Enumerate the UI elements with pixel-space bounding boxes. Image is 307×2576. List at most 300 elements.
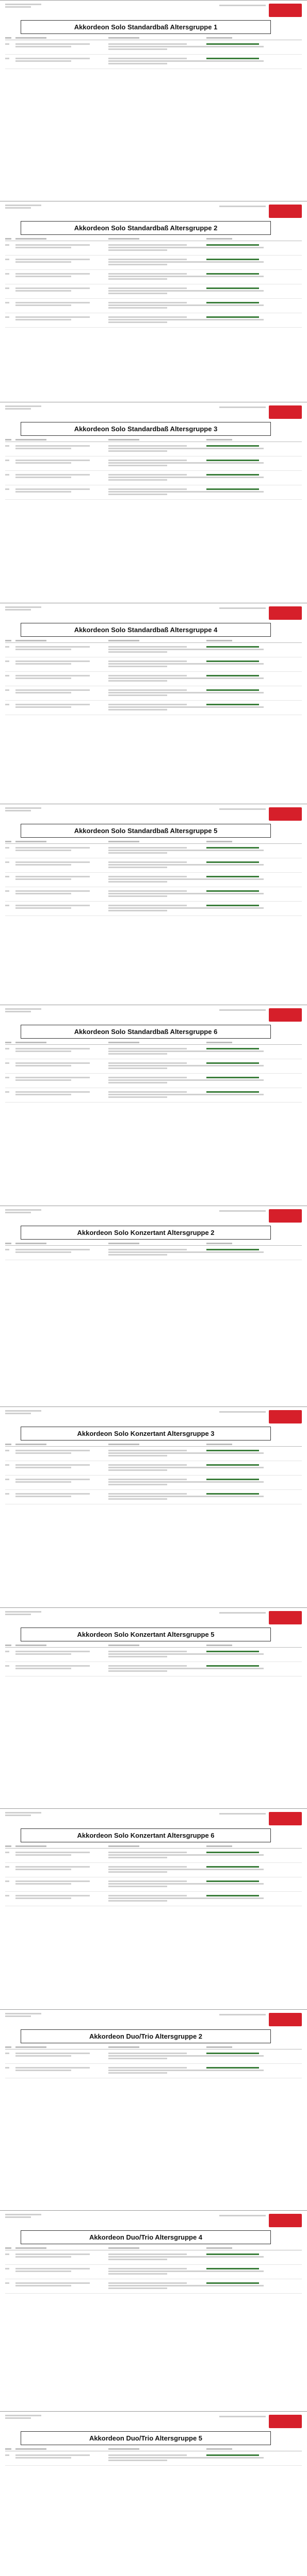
sheet-header — [5, 1410, 302, 1423]
participant-cell — [15, 1492, 108, 1501]
col-4-header — [206, 1645, 232, 1646]
rank — [5, 846, 15, 855]
col-1-header — [5, 640, 11, 641]
col-2-header — [15, 841, 46, 842]
rank — [5, 1449, 15, 1458]
sheet-header-left — [5, 606, 41, 611]
program-cell — [108, 674, 206, 683]
result-row — [5, 873, 302, 887]
sheet-header-right — [219, 1008, 302, 1022]
col-1-header — [5, 1243, 11, 1244]
rating-cell — [206, 444, 302, 453]
sheet-header-right — [219, 2415, 302, 2428]
program-cell — [108, 2267, 206, 2276]
result-row — [5, 2451, 302, 2466]
brand-logo — [269, 606, 302, 620]
col-2-header — [15, 1645, 46, 1646]
result-row — [5, 2279, 302, 2294]
rating-cell — [206, 258, 302, 266]
result-row — [5, 672, 302, 686]
result-row — [5, 844, 302, 858]
result-row — [5, 1892, 302, 1906]
rank — [5, 2066, 15, 2075]
participant-cell — [15, 674, 108, 683]
result-row — [5, 2049, 302, 2064]
col-2-header — [15, 1243, 46, 1244]
result-sheet — [0, 2210, 307, 2411]
rank — [5, 1090, 15, 1099]
rank — [5, 1664, 15, 1673]
program-cell — [108, 1478, 206, 1486]
sheet-header — [5, 1008, 302, 1022]
brand-logo — [269, 405, 302, 419]
rating-cell — [206, 659, 302, 668]
category-title: Akkordeon Solo Standardbaß Altersgruppe 6 — [21, 1025, 271, 1039]
rating-cell — [206, 875, 302, 884]
rating-cell — [206, 1047, 302, 1056]
rating-cell — [206, 860, 302, 869]
program-cell — [108, 2066, 206, 2075]
rank — [5, 904, 15, 912]
col-1-header — [5, 1645, 11, 1646]
rating-cell — [206, 1664, 302, 1673]
result-row — [5, 256, 302, 270]
result-row — [5, 270, 302, 284]
participant-cell — [15, 1061, 108, 1070]
category-title: Akkordeon Duo/Trio Altersgruppe 4 — [21, 2230, 271, 2244]
rating-cell — [206, 315, 302, 324]
result-row — [5, 657, 302, 672]
rank — [5, 1894, 15, 1903]
rating-cell — [206, 1650, 302, 1658]
result-row — [5, 456, 302, 471]
result-row — [5, 485, 302, 500]
rank — [5, 258, 15, 266]
sheet-header-left — [5, 1209, 41, 1213]
rank — [5, 1851, 15, 1859]
participant-cell — [15, 487, 108, 496]
program-cell — [108, 1061, 206, 1070]
col-3-header — [108, 37, 139, 39]
col-1-header — [5, 439, 11, 440]
col-4-header — [206, 841, 232, 842]
result-row — [5, 471, 302, 485]
brand-logo — [269, 1008, 302, 1022]
participant-cell — [15, 1851, 108, 1859]
result-row — [5, 1662, 302, 1676]
col-3-header — [108, 439, 139, 440]
sheet-header-left — [5, 4, 41, 8]
sheet-header-right — [219, 1410, 302, 1423]
program-cell — [108, 1879, 206, 1888]
result-row — [5, 1849, 302, 1863]
program-cell — [108, 645, 206, 654]
col-4-header — [206, 37, 232, 39]
program-cell — [108, 1865, 206, 1874]
rating-cell — [206, 688, 302, 697]
col-4-header — [206, 1243, 232, 1244]
participant-cell — [15, 1047, 108, 1056]
program-cell — [108, 1894, 206, 1903]
rank — [5, 688, 15, 697]
rating-cell — [206, 1076, 302, 1084]
col-3-header — [108, 1243, 139, 1244]
rank — [5, 889, 15, 898]
participant-cell — [15, 659, 108, 668]
rank — [5, 2052, 15, 2060]
sheet-header — [5, 606, 302, 620]
rank — [5, 1865, 15, 1874]
col-2-header — [15, 37, 46, 39]
result-row — [5, 902, 302, 916]
sheet-header — [5, 2214, 302, 2227]
rating-cell — [206, 703, 302, 711]
category-title: Akkordeon Solo Standardbaß Altersgruppe 5 — [21, 824, 271, 838]
sheet-header — [5, 2013, 302, 2026]
rating-cell — [206, 1248, 302, 1257]
result-row — [5, 1045, 302, 1059]
col-4-header — [206, 1444, 232, 1445]
category-title: Akkordeon Solo Konzertant Altersgruppe 3 — [21, 1427, 271, 1440]
result-sheet — [0, 804, 307, 1005]
col-4-header — [206, 238, 232, 240]
result-sheet — [0, 1406, 307, 1607]
rating-cell — [206, 459, 302, 467]
program-cell — [108, 2453, 206, 2462]
program-cell — [108, 286, 206, 295]
program-cell — [108, 904, 206, 912]
sheet-header — [5, 1209, 302, 1223]
program-cell — [108, 875, 206, 884]
col-2-header — [15, 2448, 46, 2450]
rating-cell — [206, 57, 302, 65]
rank — [5, 2252, 15, 2261]
result-row — [5, 299, 302, 313]
result-row — [5, 1088, 302, 1103]
brand-logo — [269, 1410, 302, 1423]
col-2-header — [15, 2247, 46, 2249]
result-sheet — [0, 0, 307, 201]
participant-cell — [15, 2453, 108, 2462]
program-cell — [108, 2281, 206, 2290]
participant-cell — [15, 688, 108, 697]
rating-cell — [206, 889, 302, 898]
rank — [5, 1248, 15, 1257]
result-sheet — [0, 201, 307, 402]
rating-cell — [206, 301, 302, 310]
participant-cell — [15, 1650, 108, 1658]
category-title: Akkordeon Solo Konzertant Altersgruppe 6 — [21, 1828, 271, 1842]
col-2-header — [15, 1042, 46, 1043]
rating-cell — [206, 2052, 302, 2060]
result-row — [5, 1074, 302, 1088]
rating-cell — [206, 1449, 302, 1458]
result-row — [5, 1863, 302, 1877]
result-row — [5, 1490, 302, 1504]
program-cell — [108, 42, 206, 51]
rank — [5, 1463, 15, 1472]
rating-cell — [206, 1061, 302, 1070]
result-row — [5, 1059, 302, 1074]
rating-cell — [206, 904, 302, 912]
rank — [5, 1478, 15, 1486]
result-sheet — [0, 2411, 307, 2576]
rating-cell — [206, 2281, 302, 2290]
participant-cell — [15, 272, 108, 281]
col-3-header — [108, 841, 139, 842]
participant-cell — [15, 645, 108, 654]
col-1-header — [5, 1042, 11, 1043]
col-3-header — [108, 2448, 139, 2450]
result-sheet — [0, 1607, 307, 1808]
program-cell — [108, 1664, 206, 1673]
participant-cell — [15, 703, 108, 711]
sheet-header — [5, 205, 302, 218]
participant-cell — [15, 315, 108, 324]
result-row — [5, 40, 302, 55]
rank — [5, 659, 15, 668]
rank — [5, 42, 15, 51]
rank — [5, 1492, 15, 1501]
sheet-header — [5, 2415, 302, 2428]
participant-cell — [15, 243, 108, 252]
result-row — [5, 55, 302, 69]
col-2-header — [15, 439, 46, 440]
category-title: Akkordeon Solo Standardbaß Altersgruppe 1 — [21, 20, 271, 34]
rank — [5, 487, 15, 496]
program-cell — [108, 1492, 206, 1501]
program-cell — [108, 1449, 206, 1458]
sheet-header-left — [5, 1008, 41, 1012]
sheet-header — [5, 1611, 302, 1624]
rank — [5, 1061, 15, 1070]
col-1-header — [5, 841, 11, 842]
category-title: Akkordeon Solo Standardbaß Altersgruppe 2 — [21, 221, 271, 235]
result-sheet — [0, 603, 307, 804]
sheet-header-left — [5, 2214, 41, 2218]
program-cell — [108, 860, 206, 869]
participant-cell — [15, 444, 108, 453]
sheet-header-right — [219, 2013, 302, 2026]
participant-cell — [15, 2252, 108, 2261]
participant-cell — [15, 2052, 108, 2060]
sheet-header-left — [5, 2415, 41, 2419]
sheet-header-left — [5, 2013, 41, 2017]
participant-cell — [15, 875, 108, 884]
brand-logo — [269, 1209, 302, 1223]
rank — [5, 860, 15, 869]
participant-cell — [15, 1090, 108, 1099]
result-row — [5, 887, 302, 902]
participant-cell — [15, 1076, 108, 1084]
result-row — [5, 1461, 302, 1476]
rating-cell — [206, 2453, 302, 2462]
program-cell — [108, 1650, 206, 1658]
participant-cell — [15, 1865, 108, 1874]
program-cell — [108, 444, 206, 453]
col-1-header — [5, 2247, 11, 2249]
rating-cell — [206, 1851, 302, 1859]
result-row — [5, 643, 302, 657]
participant-cell — [15, 846, 108, 855]
sheet-header-right — [219, 4, 302, 17]
col-2-header — [15, 1444, 46, 1445]
result-sheet — [0, 1808, 307, 2009]
col-2-header — [15, 2046, 46, 2048]
program-cell — [108, 1463, 206, 1472]
col-3-header — [108, 1444, 139, 1445]
col-3-header — [108, 238, 139, 240]
sheet-header-right — [219, 2214, 302, 2227]
program-cell — [108, 889, 206, 898]
rating-cell — [206, 1492, 302, 1501]
rank — [5, 272, 15, 281]
participant-cell — [15, 1894, 108, 1903]
rating-cell — [206, 2252, 302, 2261]
rank — [5, 2281, 15, 2290]
category-title: Akkordeon Solo Standardbaß Altersgruppe 3 — [21, 422, 271, 436]
program-cell — [108, 1076, 206, 1084]
rank — [5, 2267, 15, 2276]
col-4-header — [206, 2046, 232, 2048]
rank — [5, 473, 15, 482]
rating-cell — [206, 2267, 302, 2276]
result-row — [5, 241, 302, 256]
participant-cell — [15, 1248, 108, 1257]
result-row — [5, 313, 302, 328]
sheet-header-left — [5, 405, 41, 410]
col-4-header — [206, 439, 232, 440]
col-2-header — [15, 238, 46, 240]
rank — [5, 1047, 15, 1056]
result-row — [5, 1648, 302, 1662]
rating-cell — [206, 243, 302, 252]
rating-cell — [206, 1879, 302, 1888]
rating-cell — [206, 272, 302, 281]
rating-cell — [206, 1090, 302, 1099]
col-3-header — [108, 1042, 139, 1043]
result-row — [5, 442, 302, 456]
col-4-header — [206, 1845, 232, 1847]
program-cell — [108, 459, 206, 467]
participant-cell — [15, 473, 108, 482]
rank — [5, 1879, 15, 1888]
program-cell — [108, 243, 206, 252]
rating-cell — [206, 1894, 302, 1903]
result-sheet — [0, 402, 307, 603]
result-row — [5, 701, 302, 715]
sheet-header-left — [5, 1410, 41, 1414]
program-cell — [108, 2252, 206, 2261]
brand-logo — [269, 807, 302, 821]
sheet-header — [5, 4, 302, 17]
col-1-header — [5, 1845, 11, 1847]
result-row — [5, 1476, 302, 1490]
program-cell — [108, 1090, 206, 1099]
rating-cell — [206, 2066, 302, 2075]
sheet-header-right — [219, 1812, 302, 1825]
col-4-header — [206, 1042, 232, 1043]
participant-cell — [15, 301, 108, 310]
participant-cell — [15, 860, 108, 869]
sheet-header — [5, 405, 302, 419]
category-title: Akkordeon Duo/Trio Altersgruppe 2 — [21, 2029, 271, 2043]
participant-cell — [15, 2267, 108, 2276]
brand-logo — [269, 205, 302, 218]
result-sheet — [0, 1005, 307, 1206]
rank — [5, 875, 15, 884]
rating-cell — [206, 645, 302, 654]
rank — [5, 674, 15, 683]
program-cell — [108, 703, 206, 711]
col-3-header — [108, 2046, 139, 2048]
brand-logo — [269, 2013, 302, 2026]
category-title: Akkordeon Solo Standardbaß Altersgruppe 4 — [21, 623, 271, 637]
rank — [5, 57, 15, 65]
sheet-header-right — [219, 606, 302, 620]
col-2-header — [15, 640, 46, 641]
col-1-header — [5, 2046, 11, 2048]
result-row — [5, 858, 302, 873]
rating-cell — [206, 487, 302, 496]
sheet-header-right — [219, 405, 302, 419]
col-1-header — [5, 238, 11, 240]
program-cell — [108, 57, 206, 65]
brand-logo — [269, 2415, 302, 2428]
col-4-header — [206, 640, 232, 641]
participant-cell — [15, 889, 108, 898]
participant-cell — [15, 904, 108, 912]
program-cell — [108, 1047, 206, 1056]
col-2-header — [15, 1845, 46, 1847]
col-1-header — [5, 1444, 11, 1445]
participant-cell — [15, 258, 108, 266]
rating-cell — [206, 1463, 302, 1472]
category-title: Akkordeon Duo/Trio Altersgruppe 5 — [21, 2431, 271, 2445]
col-1-header — [5, 2448, 11, 2450]
sheet-header-left — [5, 1611, 41, 1615]
program-cell — [108, 2052, 206, 2060]
rank — [5, 1076, 15, 1084]
sheet-header-left — [5, 1812, 41, 1816]
sheet-header-left — [5, 807, 41, 811]
program-cell — [108, 301, 206, 310]
rating-cell — [206, 42, 302, 51]
sheet-header-right — [219, 205, 302, 218]
rank — [5, 301, 15, 310]
col-3-header — [108, 2247, 139, 2249]
rank — [5, 286, 15, 295]
program-cell — [108, 1248, 206, 1257]
participant-cell — [15, 57, 108, 65]
result-row — [5, 2064, 302, 2078]
result-row — [5, 686, 302, 701]
col-3-header — [108, 640, 139, 641]
col-3-header — [108, 1645, 139, 1646]
sheet-header-left — [5, 205, 41, 209]
participant-cell — [15, 459, 108, 467]
participant-cell — [15, 1463, 108, 1472]
col-1-header — [5, 37, 11, 39]
participant-cell — [15, 1879, 108, 1888]
col-4-header — [206, 2448, 232, 2450]
brand-logo — [269, 2214, 302, 2227]
program-cell — [108, 473, 206, 482]
rating-cell — [206, 674, 302, 683]
result-sheet — [0, 2009, 307, 2210]
program-cell — [108, 688, 206, 697]
program-cell — [108, 1851, 206, 1859]
